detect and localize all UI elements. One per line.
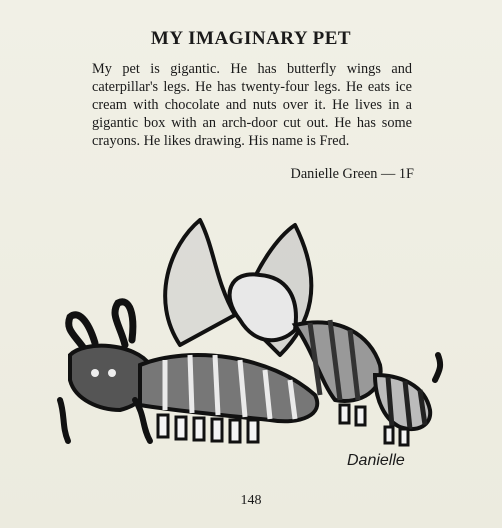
page-number: 148 (240, 493, 262, 508)
page-title: MY IMAGINARY PET (150, 28, 352, 49)
story-paragraph: My pet is gigantic. He has butterfly wings and caterpillar's legs. He has twenty-four legs. He eats ice cream with chocolate and nuts over it. He lives in a gigantic box with an arch-door cut out. He has some crayons. He likes drawing. His name is Fred. (92, 61, 412, 149)
wings-illustration (165, 220, 311, 355)
antennae-illustration (69, 302, 133, 350)
child-drawing (40, 205, 460, 490)
drawing-signature: Danielle (347, 452, 405, 469)
author-byline: Danielle Green — 1F (290, 166, 414, 182)
